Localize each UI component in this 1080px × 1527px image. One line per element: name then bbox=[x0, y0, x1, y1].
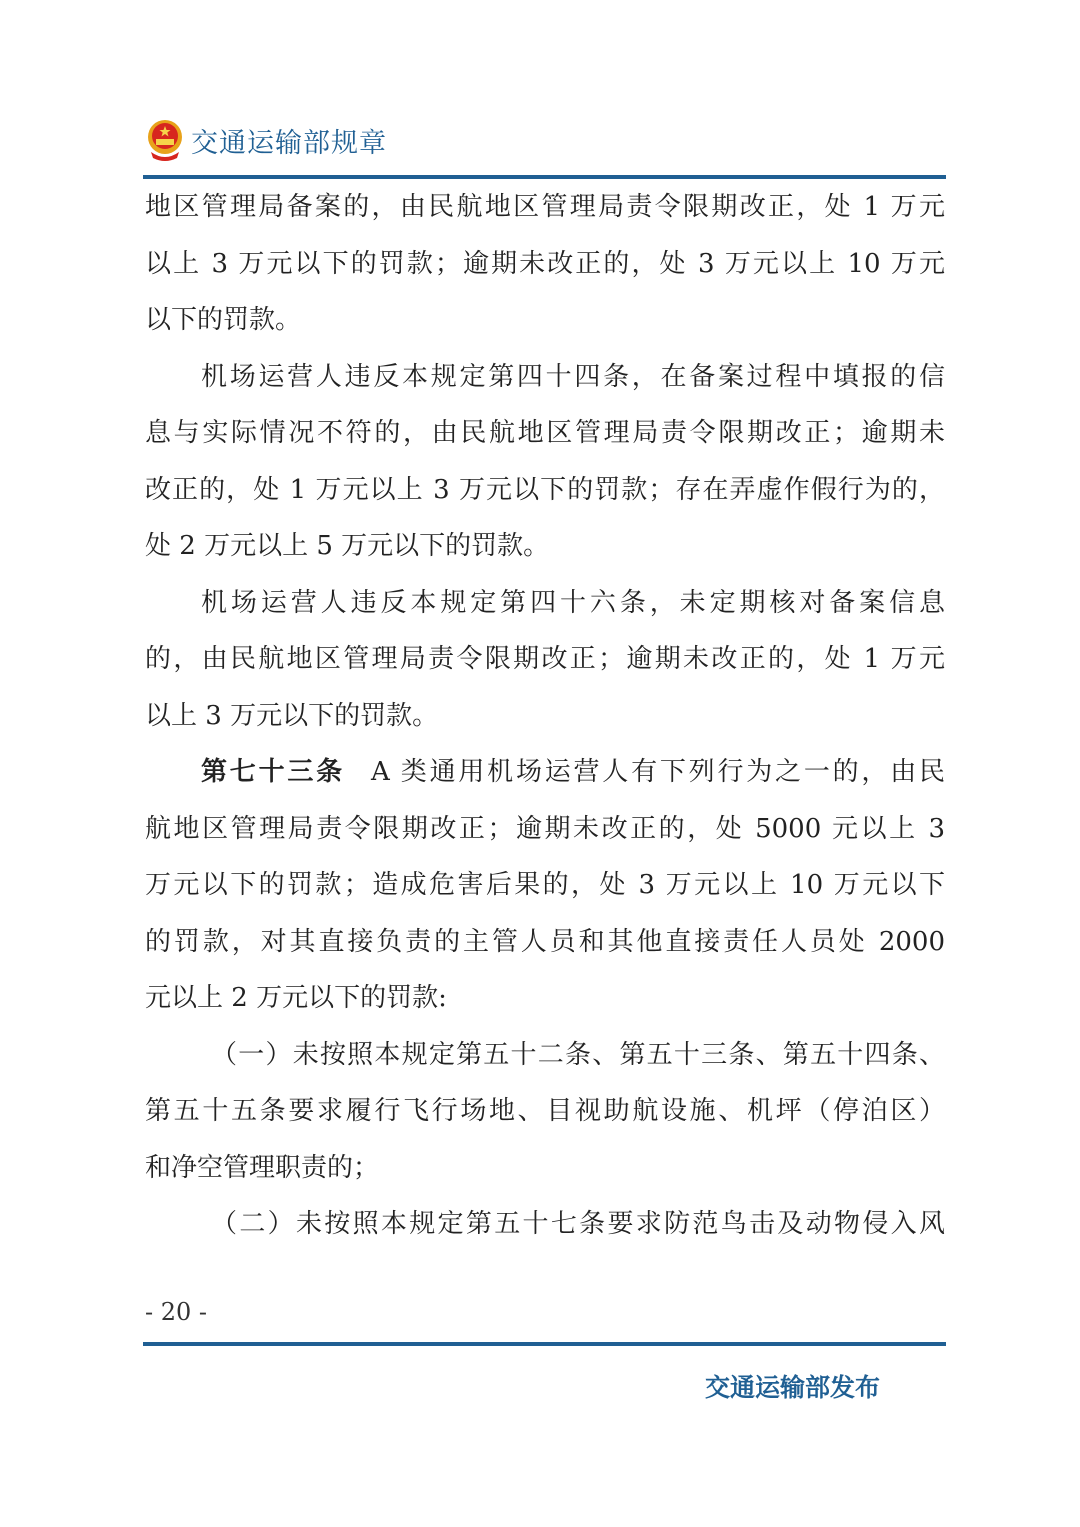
line-text: 第五十五条要求履行飞行场地、目视助航设施、机坪（停泊区） bbox=[145, 1096, 945, 1126]
line-text: （一）未按照本规定第五十二条、第五十三条、第五十四条、 bbox=[211, 1039, 945, 1070]
text-line bbox=[145, 744, 945, 801]
line-text: 的罚款，对其直接负责的主管人员和其他直接责任人员处 2000 bbox=[145, 926, 945, 957]
line-text: 以上 3 万元以下的罚款；逾期未改正的，处 3 万元以上 10 万元 bbox=[145, 248, 945, 279]
article-number: 第七十三条 bbox=[201, 757, 345, 787]
document-body bbox=[145, 179, 945, 1253]
text-line bbox=[145, 1083, 945, 1140]
document-header bbox=[145, 116, 387, 164]
footer-divider bbox=[143, 1342, 946, 1346]
text-line bbox=[145, 801, 945, 858]
text-line bbox=[145, 575, 945, 632]
line-text: 的，由民航地区管理局责令限期改正；逾期未改正的，处 1 万元 bbox=[145, 644, 945, 674]
line-text: （二）未按照本规定第五十七条要求防范鸟击及动物侵入风 bbox=[211, 1209, 945, 1239]
text-line bbox=[145, 631, 945, 688]
text-line bbox=[145, 405, 945, 462]
text-line bbox=[145, 236, 945, 293]
text-line bbox=[145, 970, 945, 1027]
line-text: 航地区管理局责令限期改正；逾期未改正的，处 5000 元以上 3 bbox=[145, 813, 945, 844]
line-text: 和净空管理职责的； bbox=[145, 1152, 380, 1183]
text-line bbox=[145, 292, 945, 349]
line-text: 万元以下的罚款；造成危害后果的，处 3 万元以上 10 万元以下 bbox=[145, 870, 945, 900]
line-text: 以上 3 万元以下的罚款。 bbox=[145, 700, 439, 731]
header-title: 交通运输部规章 bbox=[191, 127, 387, 159]
line-text: A 类通用机场运营人有下列行为之一的，由民 bbox=[370, 757, 945, 787]
text-line bbox=[145, 518, 945, 575]
line-text: 以下的罚款。 bbox=[145, 305, 302, 335]
text-line bbox=[145, 1027, 945, 1084]
footer-publisher: 交通运输部发布 bbox=[705, 1373, 881, 1402]
text-line bbox=[145, 914, 945, 971]
line-text: 处 2 万元以上 5 万元以下的罚款。 bbox=[145, 531, 550, 561]
text-line bbox=[145, 349, 945, 406]
text-line bbox=[145, 857, 945, 914]
line-text: 机场运营人违反本规定第四十四条，在备案过程中填报的信 bbox=[201, 361, 945, 392]
national-emblem-icon bbox=[145, 118, 185, 162]
page-number: - 20 - bbox=[145, 1298, 208, 1326]
text-line bbox=[145, 462, 945, 519]
text-line bbox=[145, 1196, 945, 1253]
line-text: 元以上 2 万元以下的罚款: bbox=[145, 983, 447, 1013]
line-text: 机场运营人违反本规定第四十六条，未定期核对备案信息 bbox=[201, 587, 945, 618]
line-text: 地区管理局备案的，由民航地区管理局责令限期改正，处 1 万元 bbox=[145, 192, 945, 222]
line-text: 改正的，处 1 万元以上 3 万元以下的罚款；存在弄虚作假行为的， bbox=[145, 474, 945, 505]
line-text: 息与实际情况不符的，由民航地区管理局责令限期改正；逾期未 bbox=[145, 418, 945, 448]
text-line bbox=[145, 179, 945, 236]
text-line bbox=[145, 1140, 945, 1197]
text-line bbox=[145, 688, 945, 745]
